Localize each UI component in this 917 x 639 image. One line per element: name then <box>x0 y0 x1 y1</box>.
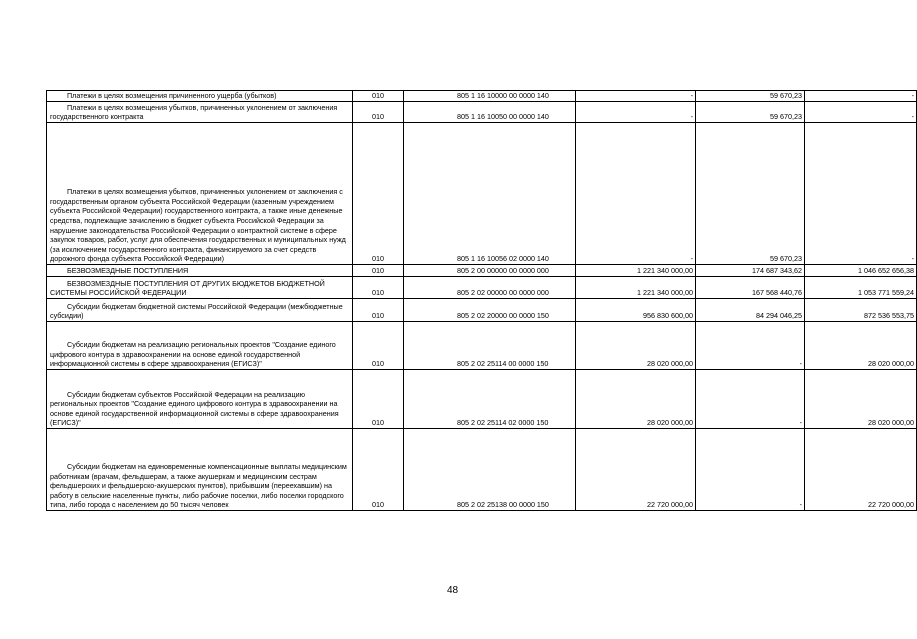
row-code: 010 <box>353 277 404 299</box>
row-kbk: 805 2 02 20000 00 0000 150 <box>404 299 576 322</box>
row-value-1: 956 830 600,00 <box>576 299 696 322</box>
row-code: 010 <box>353 370 404 429</box>
table-row <box>47 322 917 370</box>
row-name: Субсидии бюджетам на реализацию региональных проектов "Создание единого цифрового контура в здравоохранении на основе единой государственной информационной системы в сфере здравоохранения (ЕГИСЗ)" <box>50 340 336 369</box>
row-name: Субсидии бюджетам бюджетной системы Российской Федерации (межбюджетные субсидии) <box>50 301 343 321</box>
row-value-2: 167 568 440,76 <box>696 277 805 299</box>
row-name-cell <box>47 277 353 299</box>
row-kbk: 805 2 02 25138 00 0000 150 <box>404 429 576 511</box>
table-row <box>47 123 917 265</box>
row-code: 010 <box>353 299 404 322</box>
row-value-1: - <box>576 102 696 123</box>
table-row <box>47 299 917 322</box>
row-value-3: - <box>805 91 917 102</box>
row-value-1: 28 020 000,00 <box>576 322 696 370</box>
row-value-2: 174 687 343,62 <box>696 265 805 277</box>
row-value-3: - <box>805 123 917 265</box>
row-name-cell <box>47 299 353 322</box>
row-kbk: 805 2 02 25114 00 0000 150 <box>404 322 576 370</box>
row-name: Субсидии бюджетам субъектов Российской Федерации на реализацию региональных проектов "Создание единого цифрового контура в здравоохранении на основе единой государственной информационной системы в сфере здравоохранения (ЕГИСЗ)" <box>50 389 339 428</box>
row-value-2: 59 670,23 <box>696 123 805 265</box>
row-name: БЕЗВОЗМЕЗДНЫЕ ПОСТУПЛЕНИЯ <box>67 266 189 276</box>
row-value-3: 28 020 000,00 <box>805 322 917 370</box>
page-number: 48 <box>446 585 459 596</box>
row-name: БЕЗВОЗМЕЗДНЫЕ ПОСТУПЛЕНИЯ ОТ ДРУГИХ БЮДЖЕТОВ БЮДЖЕТНОЙ СИСТЕМЫ РОССИЙСКОЙ ФЕДЕРАЦИИ <box>50 278 325 298</box>
row-value-1: 1 221 340 000,00 <box>576 277 696 299</box>
row-value-2: - <box>696 322 805 370</box>
row-value-2: 59 670,23 <box>696 102 805 123</box>
row-kbk: 805 1 16 10050 00 0000 140 <box>404 102 576 123</box>
row-name: Платежи в целях возмещения убытков, причиненных уклонением от заключения государственного контракта <box>50 102 338 122</box>
table-row <box>47 370 917 429</box>
table-row <box>47 265 917 277</box>
row-value-3: 28 020 000,00 <box>805 370 917 429</box>
row-value-1: 1 221 340 000,00 <box>576 265 696 277</box>
row-name-cell <box>47 322 353 370</box>
table-row <box>47 429 917 511</box>
row-kbk: 805 2 02 25114 02 0000 150 <box>404 370 576 429</box>
row-name-cell <box>47 429 353 511</box>
row-kbk: 805 2 02 00000 00 0000 000 <box>404 277 576 299</box>
row-value-2: 59 670,23 <box>696 91 805 102</box>
row-name-cell <box>47 102 353 123</box>
row-value-1: - <box>576 91 696 102</box>
row-value-2: - <box>696 429 805 511</box>
row-name: Платежи в целях возмещения убытков, причиненных уклонением от заключения с государственным органом субъекта Российской Федерации (казенным учреждением субъекта Российской Федерации) государственного контракта, а также иные денежные средства, подлежащие зачислению в бюджет субъекта Российской Федерации за нарушение законодательства Российской Федерации о контрактной системе в сфере закупок товаров, работ, услуг для обеспечения государственных и муниципальных нужд (за исключением государственного контракта, финансируемого за счет средств дорожного фонда субъекта Российской Федерации) <box>50 187 346 264</box>
row-code: 010 <box>353 265 404 277</box>
row-value-1: 22 720 000,00 <box>576 429 696 511</box>
row-kbk: 805 1 16 10056 02 0000 140 <box>404 123 576 265</box>
row-value-2: 84 294 046,25 <box>696 299 805 322</box>
row-value-3: 1 046 652 656,38 <box>805 265 917 277</box>
row-name: Платежи в целях возмещения причиненного ущерба (убытков) <box>67 91 277 101</box>
row-code: 010 <box>353 429 404 511</box>
table-row <box>47 102 917 123</box>
row-value-1: 28 020 000,00 <box>576 370 696 429</box>
row-value-3: 22 720 000,00 <box>805 429 917 511</box>
row-code: 010 <box>353 322 404 370</box>
row-code: 010 <box>353 102 404 123</box>
row-name-cell <box>47 265 353 277</box>
row-value-1: - <box>576 123 696 265</box>
row-code: 010 <box>353 91 404 102</box>
row-name-cell <box>47 123 353 265</box>
table-row <box>47 277 917 299</box>
table-row <box>47 91 917 102</box>
row-value-3: 872 536 553,75 <box>805 299 917 322</box>
row-value-3: - <box>805 102 917 123</box>
row-code: 010 <box>353 123 404 265</box>
row-kbk: 805 2 00 00000 00 0000 000 <box>404 265 576 277</box>
row-name-cell <box>47 370 353 429</box>
row-value-2: - <box>696 370 805 429</box>
row-name: Субсидии бюджетам на единовременные компенсационные выплаты медицинским работникам (врачам, фельдшерам, а также акушеркам и медицинским сестрам фельдшерских и фельдшерско-акушерских пунктов), прибывшим (переехавшим) на работу в сельские населенные пункты, либо рабочие поселки, либо поселки городского типа, либо города с населением до 50 тысяч человек <box>50 462 347 510</box>
row-value-3: 1 053 771 559,24 <box>805 277 917 299</box>
row-kbk: 805 1 16 10000 00 0000 140 <box>404 91 576 102</box>
row-name-cell <box>47 91 353 102</box>
budget-table <box>46 90 917 511</box>
